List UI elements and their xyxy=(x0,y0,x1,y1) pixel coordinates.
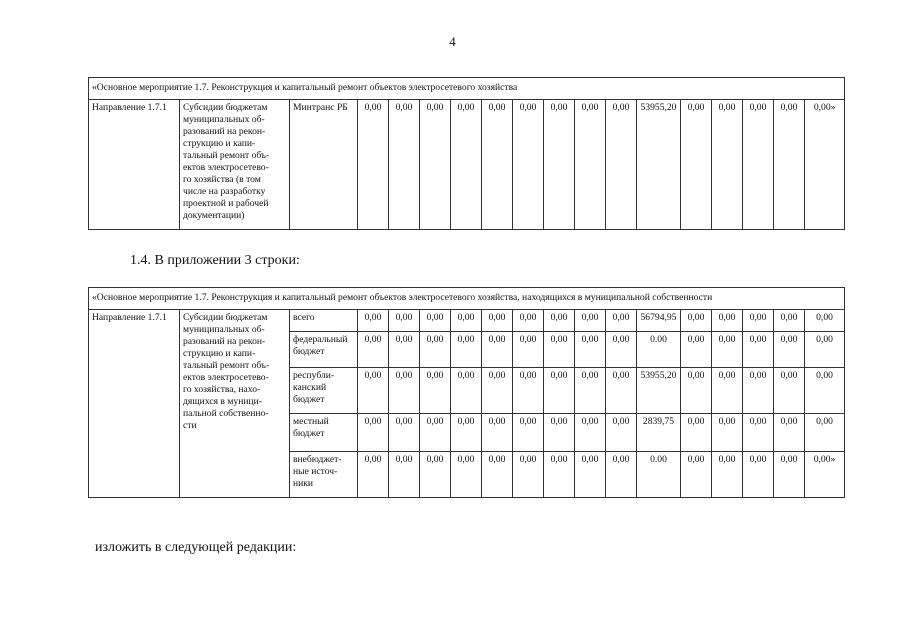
value-cell: 0,00 xyxy=(606,414,637,452)
table-row xyxy=(89,100,845,230)
value-cell: 0,00 xyxy=(743,414,774,452)
value-cell: 0,00 xyxy=(482,100,513,230)
value-cell: 0,00 xyxy=(712,368,743,414)
table-title-row xyxy=(89,288,845,310)
subsidy-text-line: тальный ремонт объ- xyxy=(183,360,270,371)
subsidy-text-line: дящихся в муници- xyxy=(183,396,262,407)
value-cell: 0,00 xyxy=(389,332,420,368)
subsidy-text-line: муниципальных об- xyxy=(183,114,265,125)
value-cell: 0,00 xyxy=(774,414,805,452)
instruction-new-wording: изложить в следующей редакции: xyxy=(95,540,297,555)
value-cell: 0,00 xyxy=(743,310,774,332)
direction-cell: Направление 1.7.1 xyxy=(89,310,180,498)
subsidy-text-line: разований на рекон- xyxy=(183,126,266,137)
subsidy-text-line: сти xyxy=(183,420,197,431)
value-cell: 0,00 xyxy=(575,368,606,414)
value-cell: 0,00 xyxy=(420,100,451,230)
subsidy-text-line: го хозяйства, нахо- xyxy=(183,384,261,395)
subsidy-text-line: проектной и рабочей xyxy=(183,198,269,209)
value-cell: 0,00 xyxy=(482,452,513,498)
value-cell: 0,00 xyxy=(805,332,845,368)
value-cell: 0,00 xyxy=(544,310,575,332)
funding-source-line: бюджет xyxy=(293,394,325,405)
value-cell: 0,00 xyxy=(358,452,389,498)
value-cell: 0.00 xyxy=(637,452,681,498)
value-cell: 0,00 xyxy=(389,100,420,230)
funding-source-line: республи- xyxy=(293,370,335,381)
value-cell: 0,00 xyxy=(575,100,606,230)
activity-table-appendix-3 xyxy=(88,287,845,498)
value-cell: 0,00» xyxy=(805,452,845,498)
funding-source-line: внебюджет- xyxy=(293,454,342,465)
value-cell: 0,00 xyxy=(774,332,805,368)
subsidy-text-line: документации) xyxy=(183,210,245,221)
value-cell: 0,00 xyxy=(420,452,451,498)
funding-source-line: ники xyxy=(293,478,314,489)
value-cell: 0,00 xyxy=(712,452,743,498)
value-cell: 0,00 xyxy=(743,100,774,230)
subsidy-text-line: го хозяйства (в том xyxy=(183,174,261,185)
value-cell: 0,00 xyxy=(712,414,743,452)
value-cell: 0,00 xyxy=(451,452,482,498)
value-cell: 0,00 xyxy=(389,414,420,452)
subsidy-text-line: ектов электросетево- xyxy=(183,372,269,383)
value-cell: 0.00 xyxy=(637,332,681,368)
value-cell: 0,00 xyxy=(606,368,637,414)
source-cell: Минтранс РБ xyxy=(290,100,358,230)
value-cell: 0,00 xyxy=(774,310,805,332)
subsidy-cell xyxy=(180,310,290,498)
subsidy-text-line: Субсидии бюджетам xyxy=(183,102,268,113)
subsidy-text-line: разований на рекон- xyxy=(183,336,266,347)
value-cell: 0,00 xyxy=(482,332,513,368)
funding-source-line: канский xyxy=(293,382,327,393)
value-cell: 0,00 xyxy=(451,414,482,452)
value-cell: 0,00 xyxy=(575,452,606,498)
funding-source-line: ные источ- xyxy=(293,466,338,477)
value-cell: 0,00 xyxy=(681,452,712,498)
value-cell: 0,00 xyxy=(513,332,544,368)
value-cell: 0,00 xyxy=(575,310,606,332)
value-cell: 0,00 xyxy=(389,368,420,414)
value-cell: 0,00 xyxy=(420,414,451,452)
funding-source-cell xyxy=(290,332,358,368)
value-cell: 0,00 xyxy=(544,332,575,368)
value-cell: 0,00 xyxy=(606,332,637,368)
value-cell: 0,00 xyxy=(451,368,482,414)
subsidy-text-line: числе на разработку xyxy=(183,186,266,197)
value-cell: 0,00 xyxy=(513,414,544,452)
value-cell: 0,00 xyxy=(805,368,845,414)
funding-source-line: федеральный xyxy=(293,334,348,345)
value-cell: 2839,75 xyxy=(637,414,681,452)
value-cell: 0,00 xyxy=(743,368,774,414)
value-cell: 56794,95 xyxy=(637,310,681,332)
value-cell: 0,00 xyxy=(513,100,544,230)
table-title: «Основное мероприятие 1.7. Реконструкция и капитальный ремонт объектов электросетевого хозяйства, находящихся в муниципальной собственности xyxy=(89,288,845,310)
table-row xyxy=(89,310,845,332)
value-cell: 0,00 xyxy=(681,414,712,452)
value-cell: 0,00 xyxy=(712,310,743,332)
funding-source-line: бюджет xyxy=(293,428,325,439)
subsidy-text-line: ектов электросетево- xyxy=(183,162,269,173)
value-cell: 0,00 xyxy=(358,100,389,230)
funding-source-line: всего xyxy=(293,312,315,323)
value-cell: 0,00» xyxy=(805,100,845,230)
value-cell: 0,00 xyxy=(482,310,513,332)
value-cell: 0,00 xyxy=(805,310,845,332)
subsidy-cell xyxy=(180,100,290,230)
subsidy-text-line: муниципальных об- xyxy=(183,324,265,335)
subsidy-text-line: Субсидии бюджетам xyxy=(183,312,268,323)
value-cell: 0,00 xyxy=(358,310,389,332)
value-cell: 0,00 xyxy=(743,332,774,368)
funding-source-line: местный xyxy=(293,416,329,427)
value-cell: 0,00 xyxy=(420,332,451,368)
value-cell: 0,00 xyxy=(544,100,575,230)
value-cell: 0,00 xyxy=(575,414,606,452)
activity-table-appendix-2 xyxy=(88,77,845,230)
funding-source-cell xyxy=(290,414,358,452)
value-cell: 0,00 xyxy=(544,414,575,452)
value-cell: 0,00 xyxy=(712,100,743,230)
value-cell: 0,00 xyxy=(681,332,712,368)
value-cell: 0,00 xyxy=(420,310,451,332)
subsidy-text-line: струкцию и капи- xyxy=(183,138,256,149)
funding-source-cell xyxy=(290,310,358,332)
page-number: 4 xyxy=(449,34,456,49)
table-title-row xyxy=(89,78,845,100)
value-cell: 53955,20 xyxy=(637,368,681,414)
value-cell: 0,00 xyxy=(606,452,637,498)
value-cell: 0,00 xyxy=(774,452,805,498)
funding-source-cell xyxy=(290,368,358,414)
subsidy-text-line: тальный ремонт объ- xyxy=(183,150,270,161)
value-cell: 0,00 xyxy=(451,332,482,368)
value-cell: 0,00 xyxy=(544,368,575,414)
value-cell: 0,00 xyxy=(482,368,513,414)
value-cell: 0,00 xyxy=(681,100,712,230)
value-cell: 0,00 xyxy=(420,368,451,414)
value-cell: 0,00 xyxy=(451,310,482,332)
value-cell: 0,00 xyxy=(805,414,845,452)
value-cell: 0,00 xyxy=(606,310,637,332)
value-cell: 0,00 xyxy=(358,368,389,414)
value-cell: 0,00 xyxy=(544,452,575,498)
value-cell: 0,00 xyxy=(358,414,389,452)
direction-cell: Направление 1.7.1 xyxy=(89,100,180,230)
subsidy-text-line: струкцию и капи- xyxy=(183,348,256,359)
value-cell: 0,00 xyxy=(389,452,420,498)
value-cell: 0,00 xyxy=(606,100,637,230)
value-cell: 0,00 xyxy=(681,368,712,414)
funding-source-line: бюджет xyxy=(293,346,325,357)
instruction-appendix-3: 1.4. В приложении 3 строки: xyxy=(130,253,300,268)
value-cell: 0,00 xyxy=(451,100,482,230)
value-cell: 0,00 xyxy=(513,310,544,332)
value-cell: 0,00 xyxy=(774,368,805,414)
value-cell: 0,00 xyxy=(513,452,544,498)
subsidy-text-line: пальной собственно- xyxy=(183,408,269,419)
table-title: «Основное мероприятие 1.7. Реконструкция и капитальный ремонт объектов электросетевого хозяйства xyxy=(89,78,845,100)
value-cell: 0,00 xyxy=(712,332,743,368)
value-cell: 0,00 xyxy=(774,100,805,230)
value-cell: 0,00 xyxy=(575,332,606,368)
value-cell: 0,00 xyxy=(482,414,513,452)
value-cell: 0,00 xyxy=(681,310,712,332)
value-cell: 0,00 xyxy=(358,332,389,368)
funding-source-cell xyxy=(290,452,358,498)
value-cell: 0,00 xyxy=(389,310,420,332)
value-cell: 0,00 xyxy=(743,452,774,498)
value-cell: 53955,20 xyxy=(637,100,681,230)
value-cell: 0,00 xyxy=(513,368,544,414)
